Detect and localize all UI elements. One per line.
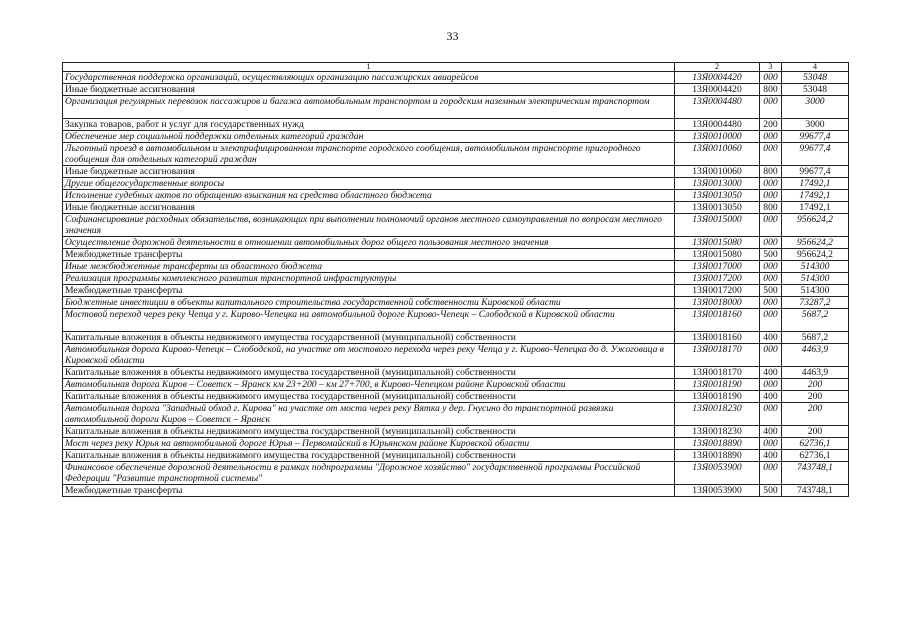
row-amount-cell: 99677,4 [782, 143, 849, 166]
row-name-cell: Межбюджетные трансферты [63, 485, 675, 497]
table-row [63, 131, 849, 143]
row-code-cell: 13Я0018190 [675, 379, 760, 391]
row-name-cell: Мост через реку Юрья на автомобильной дороге Юрья – Первомайский в Юрьянском районе Кировской области [63, 438, 675, 450]
row-name-cell: Закупка товаров, работ и услуг для государственных нужд [63, 119, 675, 131]
row-code-cell: 13Я0010000 [675, 131, 760, 143]
table-row [63, 84, 849, 96]
row-type-cell: 400 [760, 426, 782, 438]
row-amount-cell: 99677,4 [782, 131, 849, 143]
row-type-cell: 000 [760, 72, 782, 84]
row-type-cell: 000 [760, 309, 782, 332]
row-amount-cell: 3000 [782, 96, 849, 119]
row-amount-cell: 17492,1 [782, 178, 849, 190]
row-amount-cell: 5687,2 [782, 332, 849, 344]
row-code-cell: 13Я0018230 [675, 426, 760, 438]
row-name-cell: Автомобильная дорога Киров – Советск – Яранск км 23+200 – км 27+700, в Кирово-Чепецком районе Кировской области [63, 379, 675, 391]
table-row [63, 273, 849, 285]
row-name-cell: Осуществление дорожной деятельности в отношении автомобильных дорог общего пользования местного значения [63, 237, 675, 249]
row-code-cell: 13Я0018160 [675, 309, 760, 332]
row-code-cell: 13Я0053900 [675, 485, 760, 497]
row-name-cell: Иные бюджетные ассигнования [63, 166, 675, 178]
row-code-cell: 13Я0004480 [675, 96, 760, 119]
table-row [63, 450, 849, 462]
row-type-cell: 000 [760, 462, 782, 485]
row-amount-cell: 514300 [782, 285, 849, 297]
row-type-cell: 000 [760, 143, 782, 166]
row-amount-cell: 53048 [782, 72, 849, 84]
row-amount-cell: 743748,1 [782, 462, 849, 485]
table-row [63, 190, 849, 202]
row-code-cell: 13Я0018230 [675, 403, 760, 426]
row-amount-cell: 73287,2 [782, 297, 849, 309]
row-type-cell: 400 [760, 332, 782, 344]
row-type-cell: 400 [760, 450, 782, 462]
row-amount-cell: 200 [782, 426, 849, 438]
row-name-cell: Исполнение судебных актов по обращению взыскания на средства областного бюджета [63, 190, 675, 202]
row-code-cell: 13Я0015080 [675, 249, 760, 261]
table-row [63, 166, 849, 178]
row-name-cell: Капитальные вложения в объекты недвижимого имущества государственной (муниципальной) собственности [63, 332, 675, 344]
row-amount-cell: 62736,1 [782, 450, 849, 462]
row-code-cell: 13Я0018190 [675, 391, 760, 403]
table-row [63, 391, 849, 403]
table-row [63, 297, 849, 309]
row-amount-cell: 200 [782, 379, 849, 391]
row-amount-cell: 17492,1 [782, 190, 849, 202]
row-amount-cell: 200 [782, 403, 849, 426]
table-row [63, 214, 849, 237]
row-amount-cell: 99677,4 [782, 166, 849, 178]
row-type-cell: 500 [760, 249, 782, 261]
row-type-cell: 000 [760, 214, 782, 237]
row-amount-cell: 200 [782, 391, 849, 403]
table-row [63, 237, 849, 249]
row-name-cell: Автомобильная дорога "Западный обход г. Кирова" на участке от моста через реку Вятка у дер. Гнусино до транспортной развязки автомобильной дороги Киров – Советск – Яранск [63, 403, 675, 426]
row-name-cell: Другие общегосударственные вопросы [63, 178, 675, 190]
row-amount-cell: 743748,1 [782, 485, 849, 497]
row-type-cell: 000 [760, 96, 782, 119]
row-name-cell: Межбюджетные трансферты [63, 249, 675, 261]
row-name-cell: Финансовое обеспечение дорожной деятельности в рамках подпрограммы "Дорожное хозяйство" государственной программы Российской Федерации "Развитие транспортной системы" [63, 462, 675, 485]
row-name-cell: Автомобильная дорога Кирово-Чепецк – Слободской, на участке от мостового перехода через реку Чепца у г. Кирово-Чепецка до д. Ужоговица в Кировской области [63, 344, 675, 367]
row-type-cell: 000 [760, 297, 782, 309]
row-name-cell: Софинансирование расходных обязательств, возникающих при выполнении полномочий органов местного самоуправления по вопросам местного значения [63, 214, 675, 237]
row-type-cell: 000 [760, 190, 782, 202]
row-name-cell: Государственная поддержка организаций, осуществляющих организацию пассажирских авиарейсов [63, 72, 675, 84]
row-code-cell: 13Я0018160 [675, 332, 760, 344]
row-amount-cell: 514300 [782, 261, 849, 273]
row-name-cell: Капитальные вложения в объекты недвижимого имущества государственной (муниципальной) собственности [63, 391, 675, 403]
row-type-cell: 500 [760, 485, 782, 497]
row-name-cell: Обеспечение мер социальной поддержки отдельных категорий граждан [63, 131, 675, 143]
row-type-cell: 000 [760, 273, 782, 285]
table-row [63, 438, 849, 450]
table-row [63, 367, 849, 379]
table-row [63, 285, 849, 297]
row-code-cell: 13Я0004420 [675, 72, 760, 84]
row-name-cell: Реализация программы комплексного развития транспортной инфраструктуры [63, 273, 675, 285]
row-type-cell: 400 [760, 367, 782, 379]
page-number: 33 [446, 29, 459, 43]
row-code-cell: 13Я0018170 [675, 344, 760, 367]
table-row [63, 379, 849, 391]
table-row [63, 119, 849, 131]
table-row [63, 143, 849, 166]
row-code-cell: 13Я0015000 [675, 214, 760, 237]
table-row [63, 309, 849, 332]
row-code-cell: 13Я0013000 [675, 178, 760, 190]
row-name-cell: Иные бюджетные ассигнования [63, 202, 675, 214]
table-row [63, 96, 849, 119]
row-amount-cell: 53048 [782, 84, 849, 96]
row-code-cell: 13Я0018170 [675, 367, 760, 379]
budget-table-body [63, 63, 849, 497]
row-type-cell: 800 [760, 202, 782, 214]
row-type-cell: 000 [760, 438, 782, 450]
row-type-cell: 000 [760, 403, 782, 426]
column-header-3: 3 [760, 63, 782, 72]
row-type-cell: 000 [760, 178, 782, 190]
row-code-cell: 13Я0018890 [675, 438, 760, 450]
row-name-cell: Иные бюджетные ассигнования [63, 84, 675, 96]
row-amount-cell: 5687,2 [782, 309, 849, 332]
table-header-row [63, 63, 849, 72]
column-header-1: 1 [63, 63, 675, 72]
row-code-cell: 13Я0015080 [675, 237, 760, 249]
row-name-cell: Капитальные вложения в объекты недвижимого имущества государственной (муниципальной) собственности [63, 450, 675, 462]
row-code-cell: 13Я0018890 [675, 450, 760, 462]
column-header-2: 2 [675, 63, 760, 72]
row-type-cell: 000 [760, 379, 782, 391]
row-code-cell: 13Я0004420 [675, 84, 760, 96]
row-name-cell: Организация регулярных перевозок пассажиров и багажа автомобильным транспортом и городским наземным электрическим транспортом [63, 96, 675, 119]
row-type-cell: 000 [760, 237, 782, 249]
table-row [63, 72, 849, 84]
row-name-cell: Межбюджетные трансферты [63, 285, 675, 297]
row-amount-cell: 956624,2 [782, 237, 849, 249]
table-row [63, 261, 849, 273]
row-type-cell: 200 [760, 119, 782, 131]
row-type-cell: 000 [760, 261, 782, 273]
table-row [63, 344, 849, 367]
row-name-cell: Капитальные вложения в объекты недвижимого имущества государственной (муниципальной) собственности [63, 426, 675, 438]
row-code-cell: 13Я0010060 [675, 143, 760, 166]
row-code-cell: 13Я0013050 [675, 190, 760, 202]
row-name-cell: Капитальные вложения в объекты недвижимого имущества государственной (муниципальной) собственности [63, 367, 675, 379]
table-row [63, 403, 849, 426]
row-type-cell: 500 [760, 285, 782, 297]
table-row [63, 485, 849, 497]
row-type-cell: 800 [760, 166, 782, 178]
row-amount-cell: 4463,9 [782, 367, 849, 379]
row-name-cell: Мостовой переход через реку Чепца у г. Кирово-Чепецка на автомобильной дороге Кирово-Чепецк – Слободской в Кировской области [63, 309, 675, 332]
row-code-cell: 13Я0004480 [675, 119, 760, 131]
row-amount-cell: 62736,1 [782, 438, 849, 450]
row-code-cell: 13Я0053900 [675, 462, 760, 485]
table-row [63, 249, 849, 261]
row-code-cell: 13Я0017000 [675, 261, 760, 273]
row-name-cell: Иные межбюджетные трансферты из областного бюджета [63, 261, 675, 273]
row-amount-cell: 17492,1 [782, 202, 849, 214]
row-code-cell: 13Я0017200 [675, 273, 760, 285]
row-amount-cell: 956624,2 [782, 214, 849, 237]
row-amount-cell: 956624,2 [782, 249, 849, 261]
row-code-cell: 13Я0013050 [675, 202, 760, 214]
row-amount-cell: 3000 [782, 119, 849, 131]
row-name-cell: Бюджетные инвестиции в объекты капитального строительства государственной собственности Кировской области [63, 297, 675, 309]
row-type-cell: 800 [760, 84, 782, 96]
row-code-cell: 13Я0010060 [675, 166, 760, 178]
row-code-cell: 13Я0018000 [675, 297, 760, 309]
row-type-cell: 000 [760, 344, 782, 367]
row-type-cell: 000 [760, 131, 782, 143]
column-header-4: 4 [782, 63, 849, 72]
table-row [63, 462, 849, 485]
row-name-cell: Льготный проезд в автомобильном и электрифицированном транспорте городского сообщения, автомобильном транспорте пригородного сообщения для отдельных категорий граждан [63, 143, 675, 166]
row-amount-cell: 4463,9 [782, 344, 849, 367]
table-row [63, 178, 849, 190]
row-code-cell: 13Я0017200 [675, 285, 760, 297]
table-row [63, 332, 849, 344]
row-amount-cell: 514300 [782, 273, 849, 285]
table-row [63, 426, 849, 438]
row-type-cell: 400 [760, 391, 782, 403]
table-row [63, 202, 849, 214]
budget-table [62, 62, 849, 497]
